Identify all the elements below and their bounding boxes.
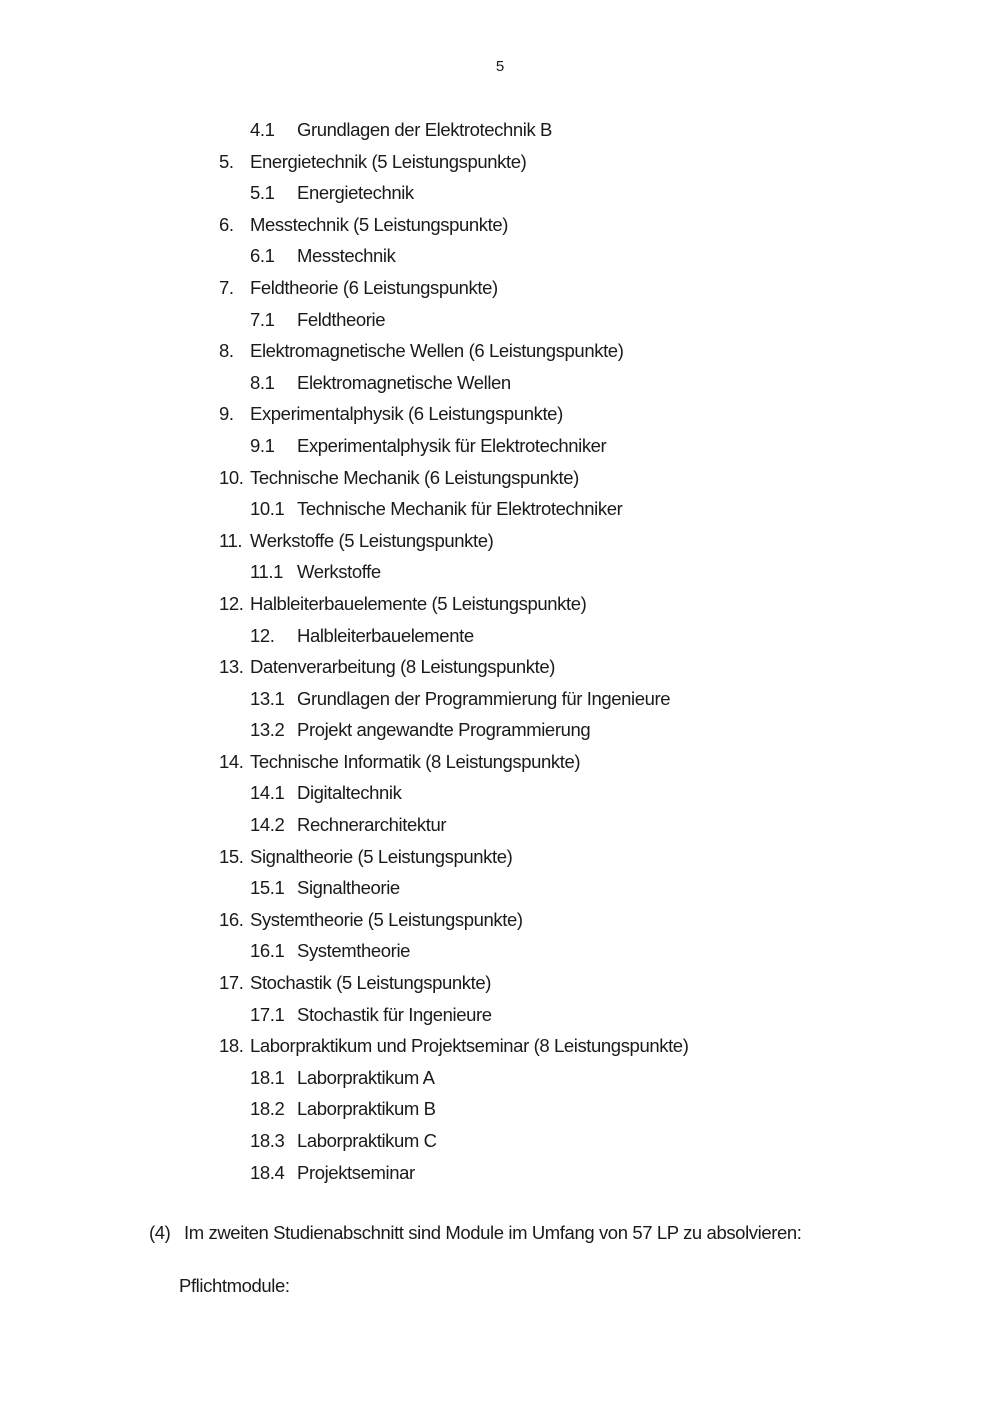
entry-title: Technische Mechanik (6 Leistungspunkte) [250, 466, 579, 488]
entry-number: 5.1 [250, 182, 275, 204]
module-entry [0, 398, 1000, 430]
submodule-entry [0, 493, 1000, 525]
submodule-entry [0, 809, 1000, 841]
entry-number: 14.1 [250, 782, 285, 804]
entry-number: 8. [219, 340, 234, 362]
entry-title: Energietechnik (5 Leistungspunkte) [250, 150, 527, 172]
submodule-entry [0, 777, 1000, 809]
submodule-entry [0, 240, 1000, 272]
paragraph-text: Im zweiten Studienabschnitt sind Module im Umfang von 57 LP zu absolvieren: [184, 1222, 802, 1243]
entry-number: 4.1 [250, 119, 275, 140]
module-entry [0, 841, 1000, 873]
module-entry [0, 462, 1000, 494]
submodule-entry [0, 714, 1000, 746]
entry-number: 10.1 [250, 498, 285, 520]
submodule-entry [0, 1062, 1000, 1094]
entry-title: Signaltheorie [297, 877, 400, 899]
entry-number: 9.1 [250, 434, 275, 456]
entry-title: Messtechnik [297, 245, 396, 267]
entry-number: 15. [219, 845, 244, 867]
entry-number: 18.2 [250, 1098, 285, 1120]
entry-number: 11. [219, 529, 243, 551]
submodule-entry [0, 1093, 1000, 1125]
entry-number: 12. [219, 592, 244, 614]
submodule-entry [0, 177, 1000, 209]
entry-number: 6. [219, 213, 234, 235]
entry-number: 17.1 [250, 1003, 285, 1025]
entry-title: Stochastik für Ingenieure [297, 1003, 492, 1025]
paragraph-number: (4) [149, 1222, 171, 1243]
entry-title: Grundlagen der Programmierung für Ingenieure [297, 687, 671, 709]
submodule-entry [0, 1157, 1000, 1189]
entry-number: 16. [219, 908, 244, 930]
entry-title: Elektromagnetische Wellen (6 Leistungspunkte) [250, 340, 624, 362]
entry-number: 10. [219, 466, 244, 488]
entry-title: Laborpraktikum und Projektseminar (8 Leistungspunkte) [250, 1035, 689, 1057]
entry-number: 13.1 [250, 687, 285, 709]
entry-title: Laborpraktikum C [297, 1130, 437, 1151]
entry-title: Stochastik (5 Leistungspunkte) [250, 972, 491, 994]
entry-number: 14.2 [250, 814, 285, 836]
entry-title: Technische Mechanik für Elektrotechniker [297, 498, 623, 520]
submodule-entry [0, 367, 1000, 399]
entry-title: Projektseminar [297, 1161, 415, 1183]
entry-number: 16.1 [250, 940, 285, 962]
submodule-entry [0, 620, 1000, 652]
entry-title: Laborpraktikum A [297, 1066, 435, 1088]
entry-title: Technische Informatik (8 Leistungspunkte) [250, 750, 581, 772]
entry-number: 7.1 [250, 308, 275, 330]
submodule-entry [0, 1125, 1000, 1157]
entry-number: 13. [219, 656, 244, 678]
entry-title: Halbleiterbauelemente (5 Leistungspunkte) [250, 592, 587, 614]
entry-number: 15.1 [250, 877, 285, 899]
submodule-entry [0, 935, 1000, 967]
module-entry [0, 335, 1000, 367]
entry-title: Experimentalphysik (6 Leistungspunkte) [250, 403, 563, 425]
module-entry [0, 967, 1000, 999]
submodule-entry [0, 999, 1000, 1031]
entry-title: Digitaltechnik [297, 782, 402, 804]
entry-number: 7. [219, 276, 234, 298]
paragraph-4 [0, 1218, 1000, 1248]
entry-number: 12. [250, 624, 275, 646]
module-entry [0, 904, 1000, 936]
entry-title: Elektromagnetische Wellen [297, 371, 511, 393]
entry-title: Werkstoffe (5 Leistungspunkte) [250, 529, 494, 551]
entry-number: 18.4 [250, 1161, 285, 1183]
module-entry [0, 146, 1000, 178]
entry-title: Laborpraktikum B [297, 1098, 436, 1120]
entry-number: 6.1 [250, 245, 275, 267]
submodule-entry [0, 430, 1000, 462]
submodule-entry [0, 556, 1000, 588]
entry-number: 18. [219, 1035, 244, 1057]
entry-number: 13.2 [250, 719, 285, 741]
module-entry [0, 746, 1000, 778]
pflichtmodule-heading: Pflichtmodule: [179, 1275, 290, 1296]
entry-title: Rechnerarchitektur [297, 814, 447, 836]
entry-title: Feldtheorie (6 Leistungspunkte) [250, 276, 498, 298]
module-entry [0, 525, 1000, 557]
entry-number: 18.1 [250, 1066, 285, 1088]
module-entry [0, 209, 1000, 241]
entry-number: 14. [219, 750, 244, 772]
module-entry [0, 588, 1000, 620]
submodule-entry [0, 114, 1000, 146]
entry-title: Experimentalphysik für Elektrotechniker [297, 434, 607, 456]
entry-title: Werkstoffe [297, 561, 381, 583]
entry-number: 11.1 [250, 561, 284, 583]
submodule-entry [0, 872, 1000, 904]
entry-title: Halbleiterbauelemente [297, 624, 474, 646]
module-entry [0, 272, 1000, 304]
entry-title: Messtechnik (5 Leistungspunkte) [250, 213, 509, 235]
entry-title: Signaltheorie (5 Leistungspunkte) [250, 845, 513, 867]
entry-title: Systemtheorie (5 Leistungspunkte) [250, 908, 523, 930]
submodule-entry [0, 304, 1000, 336]
entry-number: 9. [219, 403, 234, 425]
entry-title: Datenverarbeitung (8 Leistungspunkte) [250, 656, 556, 678]
entry-number: 8.1 [250, 371, 275, 393]
submodule-entry [0, 683, 1000, 715]
module-outline [0, 114, 1000, 1188]
entry-number: 5. [219, 150, 234, 172]
module-entry [0, 651, 1000, 683]
entry-title: Energietechnik [297, 182, 414, 204]
entry-number: 17. [219, 972, 244, 994]
entry-title: Projekt angewandte Programmierung [297, 719, 591, 741]
module-entry [0, 1030, 1000, 1062]
entry-number: 18.3 [250, 1130, 285, 1151]
entry-title: Grundlagen der Elektrotechnik B [297, 119, 552, 140]
entry-title: Feldtheorie [297, 308, 386, 330]
page-number: 5 [495, 58, 505, 75]
entry-title: Systemtheorie [297, 940, 411, 962]
